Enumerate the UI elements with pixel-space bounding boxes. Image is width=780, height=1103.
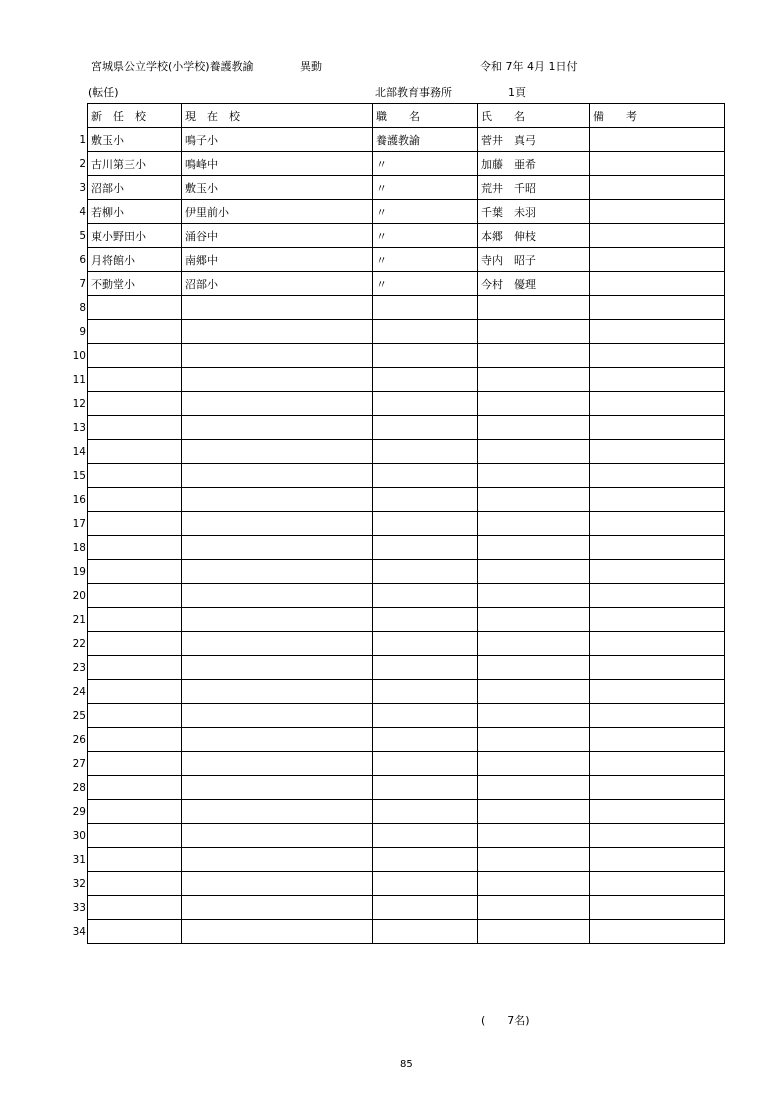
note-cell <box>590 776 725 800</box>
note-cell <box>590 560 725 584</box>
row-number: 29 <box>72 805 86 818</box>
effective-date: 令和 7年 4月 1日付 <box>480 60 578 73</box>
current-school-cell <box>182 704 373 728</box>
table-row <box>88 632 725 656</box>
role-cell <box>373 560 478 584</box>
current-school-cell <box>182 536 373 560</box>
new-school-cell <box>88 824 182 848</box>
name-cell <box>478 344 590 368</box>
row-number: 22 <box>72 637 86 650</box>
row-number: 24 <box>72 685 86 698</box>
role-cell: 〃 <box>373 200 478 224</box>
note-cell <box>590 176 725 200</box>
page-label: 1頁 <box>508 86 526 99</box>
row-number: 2 <box>79 157 86 170</box>
row-number: 28 <box>72 781 86 794</box>
note-cell <box>590 872 725 896</box>
note-cell <box>590 272 725 296</box>
role-cell <box>373 464 478 488</box>
new-school-cell <box>88 896 182 920</box>
name-cell <box>478 560 590 584</box>
role-cell <box>373 536 478 560</box>
new-school-cell <box>88 416 182 440</box>
table-row <box>88 728 725 752</box>
note-cell <box>590 416 725 440</box>
current-school-cell: 涌谷中 <box>182 224 373 248</box>
row-number: 26 <box>72 733 86 746</box>
note-cell <box>590 488 725 512</box>
table-row <box>88 272 725 296</box>
note-cell <box>590 584 725 608</box>
table-row <box>88 584 725 608</box>
new-school-cell <box>88 512 182 536</box>
note-cell <box>590 680 725 704</box>
row-number: 13 <box>72 421 86 434</box>
name-cell <box>478 656 590 680</box>
current-school-cell <box>182 800 373 824</box>
current-school-cell: 鳴峰中 <box>182 152 373 176</box>
note-cell <box>590 704 725 728</box>
role-cell: 〃 <box>373 224 478 248</box>
office-name: 北部教育事務所 <box>375 86 452 99</box>
role-cell <box>373 416 478 440</box>
role-cell <box>373 704 478 728</box>
new-school-cell: 敷玉小 <box>88 128 182 152</box>
role-cell <box>373 584 478 608</box>
row-number: 30 <box>72 829 86 842</box>
row-number: 17 <box>72 517 86 530</box>
name-cell <box>478 680 590 704</box>
current-school-cell: 鳴子小 <box>182 128 373 152</box>
name-cell <box>478 440 590 464</box>
new-school-cell: 東小野田小 <box>88 224 182 248</box>
role-cell <box>373 776 478 800</box>
role-cell <box>373 848 478 872</box>
new-school-cell <box>88 392 182 416</box>
table-row <box>88 440 725 464</box>
current-school-cell: 南郷中 <box>182 248 373 272</box>
table-row <box>88 296 725 320</box>
header-new-school: 新 任 校 <box>88 104 182 128</box>
row-number: 3 <box>79 181 86 194</box>
new-school-cell <box>88 728 182 752</box>
new-school-cell <box>88 584 182 608</box>
role-cell <box>373 896 478 920</box>
row-number: 7 <box>79 277 86 290</box>
current-school-cell <box>182 728 373 752</box>
role-cell: 〃 <box>373 272 478 296</box>
role-cell <box>373 368 478 392</box>
current-school-cell: 沼部小 <box>182 272 373 296</box>
role-cell <box>373 800 478 824</box>
note-cell <box>590 248 725 272</box>
table-row <box>88 368 725 392</box>
header-note: 備 考 <box>590 104 725 128</box>
name-cell: 加藤 亜希 <box>478 152 590 176</box>
current-school-cell <box>182 920 373 944</box>
table-row <box>88 872 725 896</box>
table-row <box>88 152 725 176</box>
note-cell <box>590 128 725 152</box>
new-school-cell <box>88 872 182 896</box>
role-cell <box>373 680 478 704</box>
table-row <box>88 128 725 152</box>
table-row <box>88 536 725 560</box>
new-school-cell <box>88 440 182 464</box>
name-cell <box>478 536 590 560</box>
new-school-cell <box>88 656 182 680</box>
new-school-cell <box>88 608 182 632</box>
role-cell <box>373 440 478 464</box>
note-cell <box>590 896 725 920</box>
transfer-category: (転任) <box>88 86 119 99</box>
name-cell: 寺内 昭子 <box>478 248 590 272</box>
table-row <box>88 344 725 368</box>
table-row <box>88 416 725 440</box>
current-school-cell <box>182 344 373 368</box>
row-number: 25 <box>72 709 86 722</box>
new-school-cell <box>88 776 182 800</box>
role-cell <box>373 752 478 776</box>
name-cell <box>478 416 590 440</box>
name-cell <box>478 392 590 416</box>
note-cell <box>590 920 725 944</box>
name-cell <box>478 632 590 656</box>
role-cell <box>373 824 478 848</box>
table-row <box>88 704 725 728</box>
new-school-cell <box>88 632 182 656</box>
role-cell <box>373 608 478 632</box>
row-number: 18 <box>72 541 86 554</box>
row-number: 8 <box>79 301 86 314</box>
current-school-cell <box>182 560 373 584</box>
current-school-cell <box>182 680 373 704</box>
new-school-cell: 月将館小 <box>88 248 182 272</box>
name-cell <box>478 896 590 920</box>
row-number: 12 <box>72 397 86 410</box>
note-cell <box>590 752 725 776</box>
new-school-cell <box>88 488 182 512</box>
row-number: 4 <box>79 205 86 218</box>
role-cell <box>373 392 478 416</box>
table-row <box>88 776 725 800</box>
role-cell <box>373 872 478 896</box>
current-school-cell <box>182 824 373 848</box>
name-cell <box>478 704 590 728</box>
row-number: 20 <box>72 589 86 602</box>
new-school-cell <box>88 464 182 488</box>
role-cell <box>373 656 478 680</box>
new-school-cell: 古川第三小 <box>88 152 182 176</box>
new-school-cell <box>88 368 182 392</box>
current-school-cell: 敷玉小 <box>182 176 373 200</box>
note-cell <box>590 656 725 680</box>
new-school-cell <box>88 536 182 560</box>
note-cell <box>590 608 725 632</box>
current-school-cell <box>182 656 373 680</box>
document-type: 異動 <box>300 60 322 73</box>
row-number: 31 <box>72 853 86 866</box>
role-cell <box>373 488 478 512</box>
current-school-cell <box>182 320 373 344</box>
note-cell <box>590 800 725 824</box>
current-school-cell <box>182 392 373 416</box>
row-number: 1 <box>79 133 86 146</box>
current-school-cell <box>182 632 373 656</box>
table-row <box>88 176 725 200</box>
row-number: 23 <box>72 661 86 674</box>
role-cell <box>373 632 478 656</box>
name-cell <box>478 872 590 896</box>
name-cell: 千葉 未羽 <box>478 200 590 224</box>
total-count: ( 7名) <box>481 1014 530 1027</box>
new-school-cell <box>88 680 182 704</box>
current-school-cell <box>182 416 373 440</box>
name-cell: 荒井 千昭 <box>478 176 590 200</box>
header-current-school: 現 在 校 <box>182 104 373 128</box>
document-title: 宮城県公立学校(小学校)養護教諭 <box>91 60 254 73</box>
role-cell <box>373 920 478 944</box>
new-school-cell: 若柳小 <box>88 200 182 224</box>
row-number: 21 <box>72 613 86 626</box>
new-school-cell <box>88 296 182 320</box>
new-school-cell <box>88 752 182 776</box>
current-school-cell <box>182 464 373 488</box>
table-row <box>88 512 725 536</box>
current-school-cell <box>182 896 373 920</box>
table-row <box>88 680 725 704</box>
note-cell <box>590 848 725 872</box>
table-row <box>88 656 725 680</box>
role-cell: 〃 <box>373 176 478 200</box>
new-school-cell <box>88 344 182 368</box>
table-row <box>88 560 725 584</box>
new-school-cell <box>88 920 182 944</box>
name-cell <box>478 776 590 800</box>
row-number: 10 <box>72 349 86 362</box>
current-school-cell <box>182 584 373 608</box>
table-row <box>88 608 725 632</box>
new-school-cell <box>88 320 182 344</box>
new-school-cell <box>88 848 182 872</box>
row-number: 14 <box>72 445 86 458</box>
row-number: 11 <box>72 373 86 386</box>
note-cell <box>590 824 725 848</box>
table-row <box>88 800 725 824</box>
table-row <box>88 920 725 944</box>
note-cell <box>590 224 725 248</box>
new-school-cell <box>88 800 182 824</box>
role-cell <box>373 344 478 368</box>
table-body <box>88 128 725 944</box>
new-school-cell: 沼部小 <box>88 176 182 200</box>
note-cell <box>590 392 725 416</box>
table-row <box>88 896 725 920</box>
row-number: 33 <box>72 901 86 914</box>
name-cell <box>478 824 590 848</box>
current-school-cell <box>182 488 373 512</box>
name-cell: 菅井 真弓 <box>478 128 590 152</box>
row-number: 32 <box>72 877 86 890</box>
page-number: 85 <box>400 1059 413 1070</box>
name-cell <box>478 752 590 776</box>
name-cell <box>478 368 590 392</box>
note-cell <box>590 344 725 368</box>
row-number: 9 <box>79 325 86 338</box>
row-number: 15 <box>72 469 86 482</box>
table-row <box>88 464 725 488</box>
note-cell <box>590 440 725 464</box>
note-cell <box>590 632 725 656</box>
table-row <box>88 848 725 872</box>
table-header-row <box>88 104 725 128</box>
row-number: 27 <box>72 757 86 770</box>
name-cell <box>478 920 590 944</box>
note-cell <box>590 200 725 224</box>
transfer-table <box>87 103 725 944</box>
note-cell <box>590 728 725 752</box>
header-name: 氏 名 <box>478 104 590 128</box>
name-cell: 本郷 伸枝 <box>478 224 590 248</box>
note-cell <box>590 512 725 536</box>
table-row <box>88 248 725 272</box>
current-school-cell <box>182 872 373 896</box>
table-row <box>88 824 725 848</box>
row-number: 16 <box>72 493 86 506</box>
current-school-cell <box>182 368 373 392</box>
note-cell <box>590 152 725 176</box>
name-cell <box>478 608 590 632</box>
current-school-cell <box>182 752 373 776</box>
table-row <box>88 392 725 416</box>
note-cell <box>590 368 725 392</box>
row-number: 6 <box>79 253 86 266</box>
table-row <box>88 488 725 512</box>
row-number: 5 <box>79 229 86 242</box>
header-role: 職 名 <box>373 104 478 128</box>
table-row <box>88 224 725 248</box>
name-cell <box>478 800 590 824</box>
current-school-cell <box>182 296 373 320</box>
note-cell <box>590 296 725 320</box>
name-cell <box>478 488 590 512</box>
table-row <box>88 200 725 224</box>
name-cell <box>478 464 590 488</box>
table-row <box>88 752 725 776</box>
name-cell <box>478 320 590 344</box>
role-cell: 〃 <box>373 152 478 176</box>
name-cell <box>478 728 590 752</box>
name-cell <box>478 296 590 320</box>
current-school-cell <box>182 440 373 464</box>
name-cell <box>478 584 590 608</box>
name-cell <box>478 512 590 536</box>
note-cell <box>590 464 725 488</box>
role-cell <box>373 320 478 344</box>
current-school-cell <box>182 776 373 800</box>
current-school-cell: 伊里前小 <box>182 200 373 224</box>
row-number: 19 <box>72 565 86 578</box>
role-cell <box>373 512 478 536</box>
current-school-cell <box>182 608 373 632</box>
note-cell <box>590 320 725 344</box>
row-number: 34 <box>72 925 86 938</box>
role-cell <box>373 728 478 752</box>
note-cell <box>590 536 725 560</box>
role-cell: 〃 <box>373 248 478 272</box>
current-school-cell <box>182 848 373 872</box>
current-school-cell <box>182 512 373 536</box>
name-cell: 今村 優理 <box>478 272 590 296</box>
name-cell <box>478 848 590 872</box>
new-school-cell <box>88 560 182 584</box>
role-cell: 養護教諭 <box>373 128 478 152</box>
role-cell <box>373 296 478 320</box>
new-school-cell <box>88 704 182 728</box>
table-row <box>88 320 725 344</box>
new-school-cell: 不動堂小 <box>88 272 182 296</box>
